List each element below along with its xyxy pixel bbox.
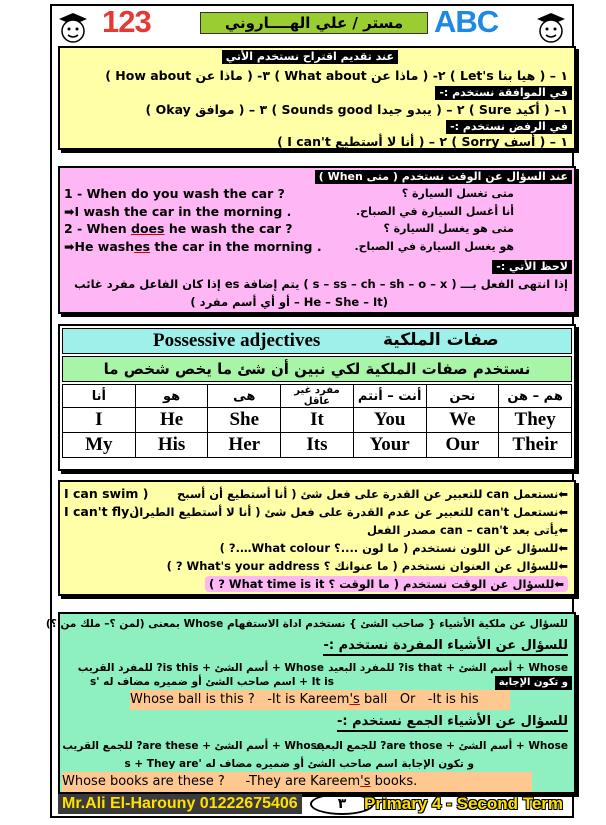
table-cell: I [63,408,136,433]
a2-prefix: He wash [74,239,135,254]
address-line: ⬅للسؤال عن العنوان نستخدم ( ما عنوانك ؟ What's your address ? ) [166,559,568,573]
plural-heading: للسؤال عن الأشياء الجمع نستخدم :- [337,714,568,732]
table-row [63,433,572,458]
brand-abc-logo: ABC [434,4,499,39]
time-line-text: للسؤال عن الوقت نستخدم ( ما الوقت ؟ What time is it ? ) [208,577,555,591]
can-line-2-text: نستعمل can't للتعبير عن عدم القدرة على فعل شئ ( أنا لا أستطيع الطيران [129,505,559,519]
table-cell: She [208,408,281,433]
suggestion-line: ١ – ( هيا بنا Let's ) ٢- ( ماذا عن What about ) ٣- ( ماذا عن How about ) [105,68,568,83]
a2-rest: the car in the morning . [150,239,322,254]
or-word: Or [399,692,416,707]
singular-answer-rule: It is + اسم صاحب الشئ أو ضميره مضاف له 's [89,676,334,688]
refuse-heading: في الرفض نستخدم :- [446,120,572,134]
singular-example-alt: -It is his [427,692,479,707]
q2-rest: he wash the car ? [164,221,293,236]
plural-answer-rule: و تكون الإجابة اسم صاحب الشئ أو ضميره مضاف له 's + They are [124,758,474,770]
page-footer [58,792,574,818]
plural-example-a-rest: books. [370,774,418,789]
note-heading: لاحظ الأتي :- [492,260,572,274]
singular-heading: للسؤال عن الأشياء المفردة نستخدم :- [323,638,568,656]
can-panel [58,480,576,596]
possessive-title [62,328,572,354]
does-word: does [131,221,165,236]
singular-example-a-prefix: -It is Kareem [267,692,350,707]
table-cell: أنا [63,385,136,408]
agree-line: ١– ( أكيد Sure ) ٢ – ( يبدو جيدا Sounds good ) ٣ – ( موافق Okay ) [145,102,568,117]
table-row [63,408,572,433]
table-cell: He [135,408,208,433]
when-question-2 [64,221,293,237]
can-line-2: ⬅نستعمل can't للتعبير عن عدم القدرة على فعل شئ ( أنا لا أستطيع الطيران [129,505,568,519]
student-face-icon [534,10,568,44]
plural-example-q: Whose books are these ? [62,774,225,789]
when-answer-2-ar: هو يغسل السيارة في الصباح. [354,240,514,253]
when-answer-2: ➡He washes the car in the morning . [64,239,322,254]
possessive-subtitle: نستخدم صفات الملكية لكي نبين أن شئ ما يخص شخص ما [62,356,572,382]
table-cell: Its [281,433,354,458]
table-row [63,385,572,408]
possessive-title-en: Possessive adjectives [153,330,321,351]
whose-panel [45,612,576,794]
term-label: Primary 4 - Second Term [364,794,564,813]
table-cell: هو [135,385,208,408]
singular-example-q: Whose ball is this ? [130,692,255,707]
note-line-2: (He – She – It – أو أي أسم مفرد ) [190,295,388,309]
possessive-s: 's [360,774,371,789]
table-cell: هم – هن [499,385,572,408]
singular-far: Whose + أسم الشئ + is that? للمفرد البعيد [328,662,568,674]
teacher-title: مستر / علي الهــــاروني [200,12,428,34]
colour-line: ⬅للسؤال عن اللون نستخدم ( ما لون ....؟ What colour….? ) [219,541,568,555]
table-cell: هى [208,385,281,408]
address-line-text: للسؤال عن العنوان نستخدم ( ما عنوانك ؟ What's your address ? ) [166,559,559,573]
es-suffix: es [134,239,151,254]
time-line: ⬅للسؤال عن الوقت نستخدم ( ما الوقت ؟ What time is it ? ) [205,576,568,592]
table-cell: مفرد غير عاقل [281,385,354,408]
plural-example-a-prefix: -They are Kareem [245,774,361,789]
whose-heading: للسؤال عن ملكية الأشياء { صاحب الشئ } نستخدم اداة الاستفهام Whose بمعنى (لمن ؟– ملك من ؟) [45,618,568,630]
possessive-table [62,384,572,458]
table-cell: Our [426,433,499,458]
when-question-1: 1 - When do you wash the car ? [64,186,285,201]
table-cell: Her [208,433,281,458]
table-cell: نحن [426,385,499,408]
table-cell: They [499,408,572,433]
can-line-1-text: نستعمل can للتعبير عن القدرة على فعل شئ ( أنا أستطيع أن أسبح [176,487,559,501]
suggestion-heading: عند تقديم اقتراح نستخدم الأتي [222,50,398,64]
when-answer-1-text: I wash the car in the morning . [74,204,292,219]
possessive-s: 's [349,692,360,707]
when-answer-1-ar: أنا أغسل السيارة في الصباح. [356,205,514,218]
table-cell: My [63,433,136,458]
when-question-2-ar: متى هو يغسل السيارة ؟ [383,222,514,235]
when-answer-1: ➡I wash the car in the morning . [64,204,292,219]
page-header [56,6,568,38]
when-panel [58,166,576,314]
q2-prefix: 2 - When [64,221,132,236]
table-cell: You [353,408,426,433]
singular-example [130,690,510,710]
can-line-1: ⬅نستعمل can للتعبير عن القدرة على فعل شئ ( أنا أستطيع أن أسبح [176,487,568,501]
singular-near: Whose + أسم الشئ + is this? للمفرد القريب [77,662,324,674]
suggestion-panel [58,46,576,150]
author-contact: Mr.Ali El-Harouny 01222675406 [58,794,302,814]
when-heading: عند السؤال عن الوقت نستخدم ( متى When ) [315,170,572,184]
table-cell: It [281,408,354,433]
possessive-panel [58,324,576,471]
can-example-1: I can swim ) [64,486,149,501]
page-number: ٣ [310,793,374,815]
can-line-3: ⬅يأتى بعد can – can't مصدر الفعل [366,523,568,537]
table-cell: His [135,433,208,458]
possessive-title-ar: صفات الملكية [383,330,499,350]
colour-line-text: للسؤال عن اللون نستخدم ( ما لون ....؟ What colour….? ) [219,541,559,555]
table-cell: Your [353,433,426,458]
table-cell: We [426,408,499,433]
singular-example-a-rest: ball [359,692,388,707]
plural-near: Whose + أسم الشئ + are these? للجمع القريب [62,740,324,752]
plural-far: Whose + أسم الشئ + are those? للجمع البعيد [314,740,568,752]
refuse-line: ١ – ( أسف Sorry ) ٢ – ( أنا لا أستطيع I can't ) [277,134,568,149]
table-cell: أنت – أنتم [353,385,426,408]
singular-answer-label: و تكون الإجابة [495,676,572,690]
when-question-1-ar: متى تغسل السيارة ؟ [401,187,514,200]
table-cell: Their [499,433,572,458]
student-face-icon [56,10,90,44]
brand-123-logo: 123 [102,4,151,39]
cant-example: I can't fly ) [64,504,140,519]
note-line-1: إذا انتهى الفعل بـــ ( s – ss – ch – sh – o – x ) يتم إضافة es إذا كان الفاعل مفرد غائب [74,277,568,291]
plural-example [62,772,532,792]
agree-heading: في الموافقة نستخدم :- [435,86,572,100]
can-line-3-text: يأتى بعد can – can't مصدر الفعل [366,523,559,537]
